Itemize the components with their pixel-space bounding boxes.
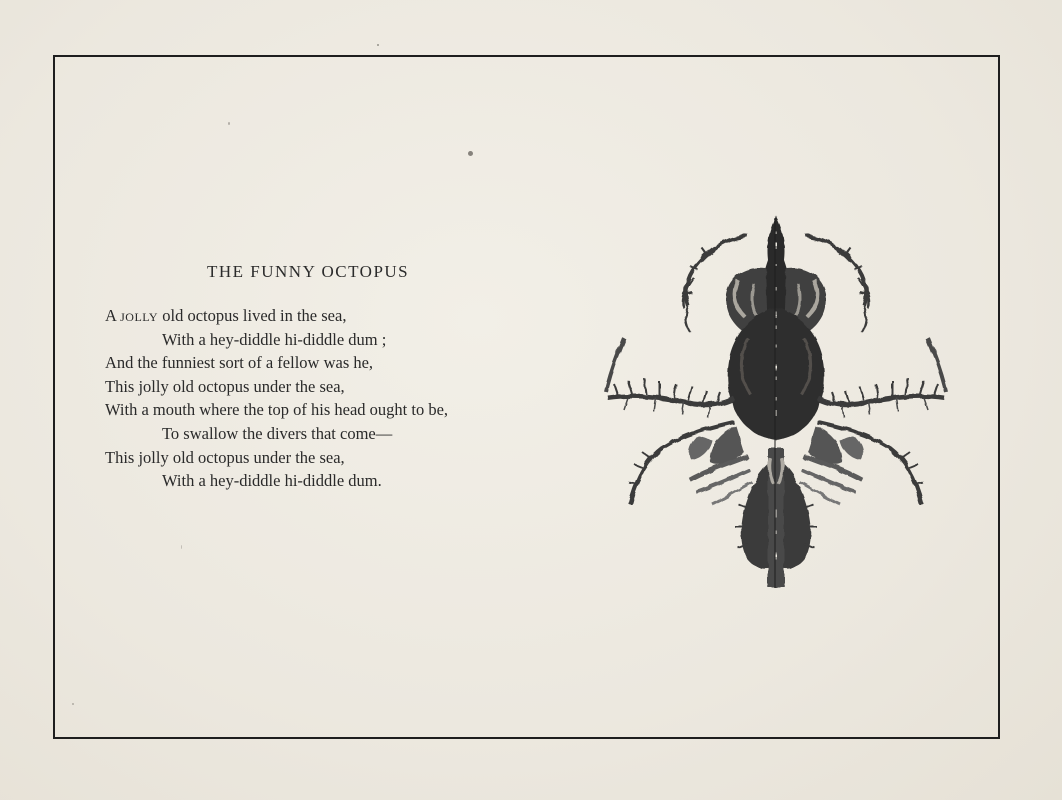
paper-speck — [181, 545, 182, 549]
poem-line-6: To swallow the divers that come— — [162, 423, 393, 443]
inkblot-right-half — [776, 216, 946, 588]
poem-line-2: With a hey-diddle hi-diddle dum ; — [162, 329, 387, 349]
poem-line-7: This jolly old octopus under the sea, — [105, 447, 345, 467]
poem-line-1-text: old octopus lived in the sea, — [158, 306, 347, 325]
poem-small-caps-word: jolly — [120, 306, 159, 325]
poem-body — [105, 304, 575, 493]
poem-line-8: With a hey-diddle hi-diddle dum. — [162, 471, 382, 491]
poem-initial-word: A — [105, 306, 117, 325]
poem-line-5: With a mouth where the top of his head ought to be, — [105, 400, 449, 420]
paper-speck — [228, 122, 230, 125]
poem-line-4: This jolly old octopus under the sea, — [105, 376, 345, 396]
poem-line-1 — [105, 304, 575, 328]
inkblot-left-half — [606, 216, 776, 588]
poem-title: THE FUNNY OCTOPUS — [207, 262, 410, 281]
poem-line-3: And the funniest sort of a fellow was he, — [105, 353, 374, 373]
paper-speck — [72, 703, 74, 705]
paper-speck — [468, 151, 473, 156]
inkblot-octopus-illustration — [598, 208, 958, 593]
paper-speck — [377, 44, 379, 46]
